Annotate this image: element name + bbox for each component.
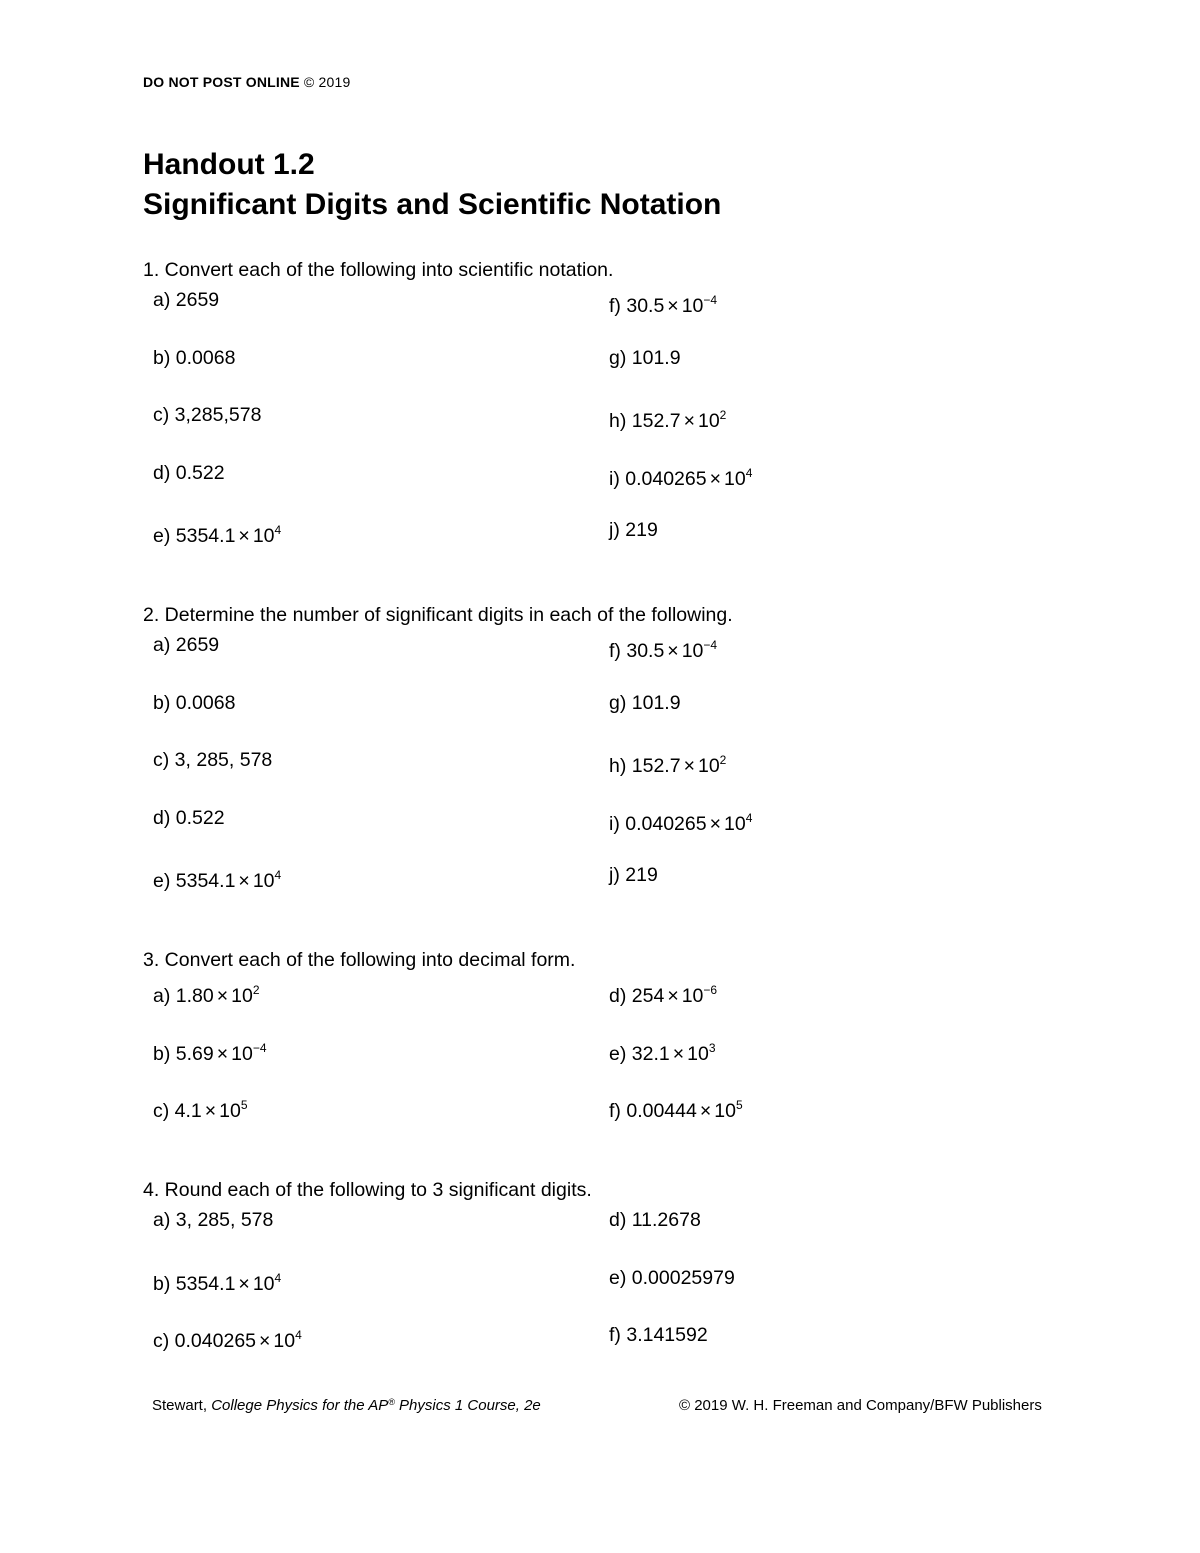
question-1-heading: 1. Convert each of the following into scientific notation.	[143, 259, 614, 281]
exponent: 4	[295, 1328, 302, 1342]
item-value: 4.1	[174, 1100, 202, 1122]
item-value: 5354.1	[175, 1272, 236, 1295]
item-value: 101.9	[631, 691, 681, 714]
item-value: 30.5	[626, 295, 665, 317]
times-symbol: ×	[709, 812, 721, 835]
times-symbol: ×	[672, 1042, 685, 1065]
exponent: 2	[719, 408, 727, 422]
times-symbol: ×	[699, 1100, 712, 1122]
question-2-item-f	[609, 633, 717, 663]
exponent: 4	[274, 523, 282, 537]
question-2-item-i	[609, 806, 752, 836]
power-base: 10	[681, 985, 704, 1007]
item-label: g)	[609, 346, 632, 369]
power-base: 10	[723, 812, 746, 835]
question-4-item-f	[609, 1323, 708, 1347]
times-symbol: ×	[238, 1272, 250, 1295]
item-label: b)	[153, 346, 176, 369]
item-value: 219	[625, 519, 658, 541]
title-handout-number: Handout 1.2	[143, 148, 315, 181]
item-label: j)	[609, 864, 626, 886]
item-label: h)	[609, 755, 632, 777]
exponent: 2	[719, 753, 727, 767]
times-symbol: ×	[204, 1100, 217, 1122]
item-value: 0.522	[175, 461, 225, 484]
question-2-item-g	[609, 691, 681, 715]
exponent: 3	[708, 1040, 716, 1055]
item-value: 254	[631, 985, 665, 1007]
question-3-item-d	[609, 978, 717, 1008]
item-label: e)	[153, 870, 176, 892]
exponent: −4	[703, 293, 718, 307]
times-symbol: ×	[238, 525, 250, 547]
power-base: 10	[252, 870, 275, 892]
question-1-item-e	[153, 518, 281, 548]
item-value: 3, 285, 578	[175, 1209, 274, 1231]
question-4-item-a	[153, 1208, 273, 1232]
item-label: d)	[609, 1209, 632, 1231]
item-value: 0.040265	[625, 467, 707, 490]
question-1-item-h	[609, 403, 726, 433]
question-4-item-b	[153, 1266, 281, 1296]
question-1-item-d	[153, 461, 225, 485]
page-title	[143, 145, 721, 225]
power-base: 10	[273, 1330, 296, 1352]
item-value: 3,285,578	[174, 404, 262, 426]
item-value: 219	[625, 864, 658, 886]
times-symbol: ×	[259, 1330, 271, 1352]
exponent: 4	[274, 868, 282, 882]
question-4-heading: 4. Round each of the following to 3 significant digits.	[143, 1179, 592, 1201]
item-value: 11.2678	[631, 1209, 701, 1231]
notice-year: © 2019	[303, 74, 351, 90]
do-not-post-notice	[143, 74, 350, 90]
question-1-item-c	[153, 403, 261, 427]
question-2-item-h	[609, 748, 726, 778]
exponent: −4	[252, 1040, 267, 1055]
question-4-item-c	[153, 1323, 302, 1353]
power-base: 10	[681, 295, 704, 317]
footer-book-title-a: College Physics for the AP	[211, 1397, 389, 1414]
question-3-item-a	[153, 978, 260, 1008]
times-symbol: ×	[683, 410, 695, 432]
exponent: 5	[240, 1098, 248, 1112]
question-2-item-b	[153, 691, 235, 715]
footer-citation	[152, 1397, 541, 1414]
question-2-item-d	[153, 806, 225, 830]
question-4-item-e	[609, 1266, 735, 1290]
times-symbol: ×	[238, 870, 250, 892]
item-label: b)	[153, 1272, 176, 1295]
footer-book-title-b: Physics 1 Course, 2e	[399, 1397, 541, 1414]
item-label: f)	[609, 640, 627, 662]
power-base: 10	[714, 1100, 736, 1122]
question-3-heading: 3. Convert each of the following into decimal form.	[143, 949, 576, 971]
power-base: 10	[231, 1042, 253, 1065]
times-symbol: ×	[667, 640, 679, 662]
item-label: e)	[153, 525, 176, 547]
item-label: f)	[609, 1100, 627, 1122]
power-base: 10	[252, 525, 275, 547]
item-label: d)	[153, 461, 176, 484]
times-symbol: ×	[216, 1042, 229, 1065]
footer-registered-mark: ®	[388, 1397, 395, 1407]
times-symbol: ×	[667, 295, 679, 317]
question-1-item-f	[609, 288, 717, 318]
item-label: a)	[153, 634, 176, 656]
item-label: a)	[153, 289, 176, 311]
exponent: 4	[274, 1270, 282, 1285]
times-symbol: ×	[709, 467, 721, 490]
item-label: i)	[609, 812, 626, 835]
item-label: g)	[609, 691, 632, 714]
question-1-item-j	[609, 518, 658, 542]
power-base: 10	[231, 985, 253, 1007]
question-3-item-c	[153, 1093, 248, 1123]
question-2-item-a	[153, 633, 219, 657]
item-value: 152.7	[631, 755, 681, 777]
item-value: 3, 285, 578	[174, 749, 273, 771]
item-value: 101.9	[631, 346, 681, 369]
item-value: 2659	[175, 289, 220, 311]
item-value: 3.141592	[626, 1324, 708, 1346]
times-symbol: ×	[683, 755, 695, 777]
question-3-item-e	[609, 1036, 716, 1066]
item-label: c)	[153, 1330, 175, 1352]
power-base: 10	[252, 1272, 275, 1295]
times-symbol: ×	[667, 985, 679, 1007]
question-2-heading: 2. Determine the number of significant digits in each of the following.	[143, 604, 733, 626]
question-3-item-f	[609, 1093, 743, 1123]
item-label: d)	[153, 806, 176, 829]
power-base: 10	[687, 1042, 709, 1065]
item-label: a)	[153, 1209, 176, 1231]
exponent: −4	[703, 638, 718, 652]
item-label: b)	[153, 1042, 176, 1065]
item-label: e)	[609, 1266, 632, 1289]
item-value: 5354.1	[175, 525, 236, 547]
item-value: 0.0068	[175, 346, 236, 369]
item-label: c)	[153, 1100, 175, 1122]
item-label: c)	[153, 749, 175, 771]
item-value: 2659	[175, 634, 220, 656]
item-value: 0.522	[175, 806, 225, 829]
question-1-item-a	[153, 288, 219, 312]
question-1-item-i	[609, 461, 752, 491]
item-label: d)	[609, 985, 632, 1007]
question-1-item-g	[609, 346, 681, 370]
footer-copyright: © 2019 W. H. Freeman and Company/BFW Publishers	[679, 1397, 1042, 1414]
item-value: 0.040265	[625, 812, 707, 835]
notice-text: DO NOT POST ONLINE	[143, 74, 300, 90]
item-label: h)	[609, 410, 632, 432]
exponent: 5	[735, 1098, 743, 1112]
item-label: a)	[153, 985, 176, 1007]
question-1-item-b	[153, 346, 235, 370]
exponent: 2	[252, 983, 260, 997]
item-label: f)	[609, 295, 627, 317]
exponent: 4	[745, 810, 753, 825]
question-4-item-d	[609, 1208, 701, 1232]
item-value: 32.1	[631, 1042, 670, 1065]
item-label: f)	[609, 1324, 627, 1346]
question-2-item-c	[153, 748, 272, 772]
question-2-item-j	[609, 863, 658, 887]
exponent: −6	[703, 983, 718, 997]
power-base: 10	[219, 1100, 241, 1122]
power-base: 10	[697, 410, 720, 432]
question-2-item-e	[153, 863, 281, 893]
item-value: 30.5	[626, 640, 665, 662]
power-base: 10	[723, 467, 746, 490]
times-symbol: ×	[216, 985, 229, 1007]
item-value: 0.0068	[175, 691, 236, 714]
footer-author: Stewart,	[152, 1397, 208, 1414]
title-topic: Significant Digits and Scientific Notation	[143, 188, 722, 221]
item-label: c)	[153, 404, 175, 426]
item-value: 0.040265	[174, 1330, 257, 1352]
item-value: 0.00025979	[631, 1266, 735, 1289]
item-value: 0.00444	[626, 1100, 697, 1122]
item-label: b)	[153, 691, 176, 714]
item-value: 1.80	[175, 985, 214, 1007]
item-value: 152.7	[631, 410, 681, 432]
item-value: 5.69	[175, 1042, 214, 1065]
question-3-item-b	[153, 1036, 267, 1066]
item-value: 5354.1	[175, 870, 236, 892]
item-label: i)	[609, 467, 626, 490]
item-label: j)	[609, 519, 626, 541]
power-base: 10	[681, 640, 704, 662]
item-label: e)	[609, 1042, 632, 1065]
power-base: 10	[697, 755, 720, 777]
exponent: 4	[745, 465, 753, 480]
